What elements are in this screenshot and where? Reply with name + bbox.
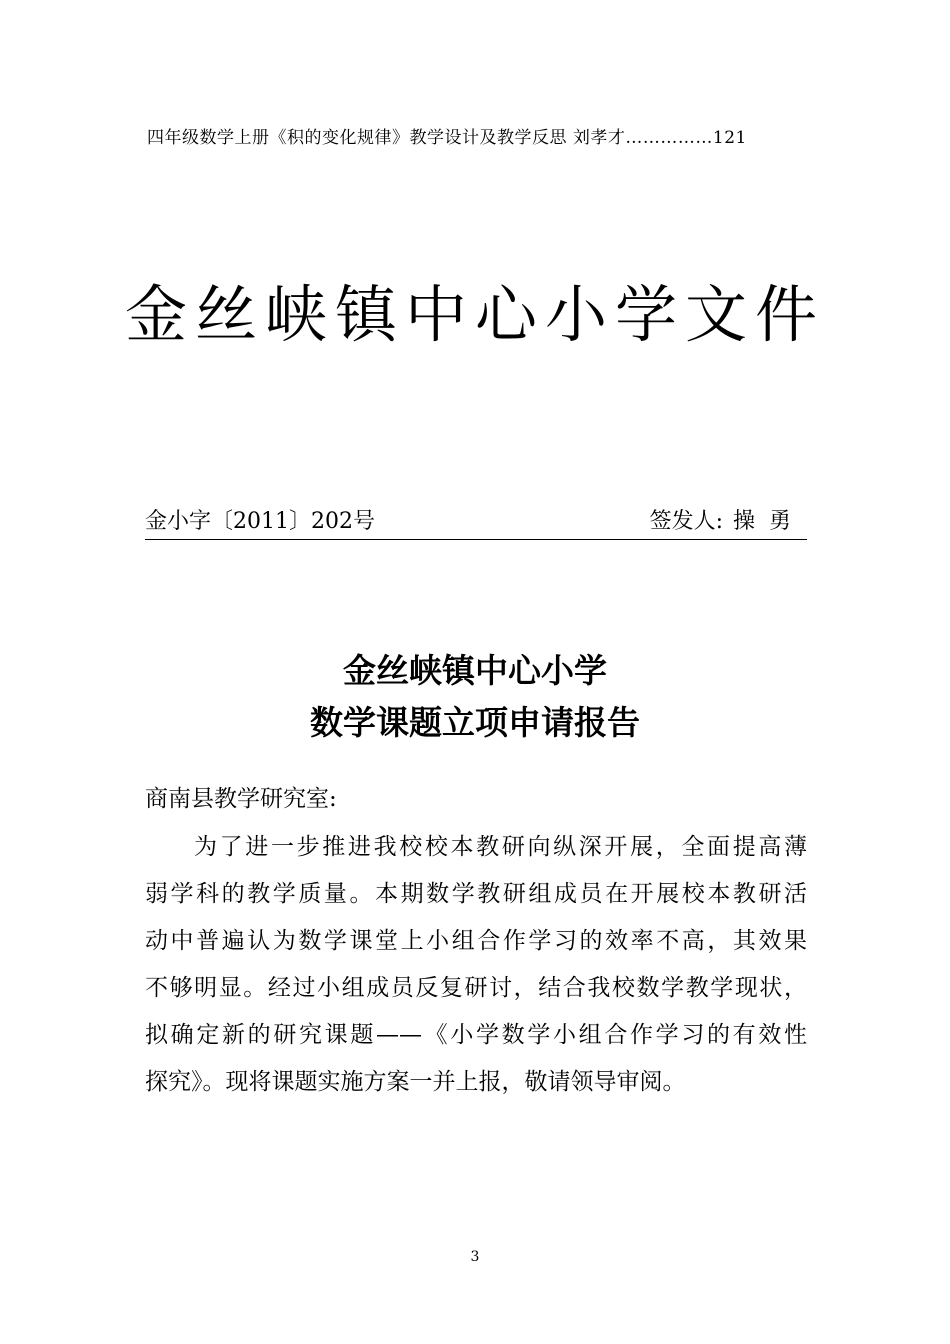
body-paragraph-line: 探究》。现将课题实施方案一并上报，敬请领导审阅。	[145, 1069, 686, 1095]
report-title-line-1: 金丝峡镇中心小学	[343, 651, 607, 690]
document-masthead: 金丝峡镇中心小学文件	[124, 278, 825, 351]
body-paragraph-line: 拟确定新的研究课题——《小学数学小组合作学习的有效性	[145, 1022, 807, 1048]
issuer-name: 操勇	[732, 509, 805, 534]
body-paragraph-line: 动中普遍认为数学课堂上小组合作学习的效率不高，其效果	[145, 928, 807, 954]
document-number-row	[145, 505, 807, 540]
body-paragraph-line: 不够明显。经过小组成员反复研讨，结合我校数学教学现状，	[145, 975, 807, 1001]
issuer-label: 签发人:	[649, 509, 723, 534]
document-number: 金小字〔2011〕202号	[145, 509, 375, 534]
page-number: 3	[470, 1249, 480, 1265]
body-paragraph-line: 为了进一步推进我校校本教研向纵深开展，全面提高薄	[194, 834, 807, 860]
body-paragraph-line: 弱学科的教学质量。本期数学教研组成员在开展校本教研活	[145, 881, 807, 907]
report-title-line-2: 数学课题立项申请报告	[310, 703, 640, 742]
toc-entry: 四年级数学上册《积的变化规律》教学设计及教学反思 刘孝才……………121	[147, 128, 747, 148]
issuer	[648, 505, 805, 539]
addressee: 商南县教学研究室:	[145, 786, 337, 812]
